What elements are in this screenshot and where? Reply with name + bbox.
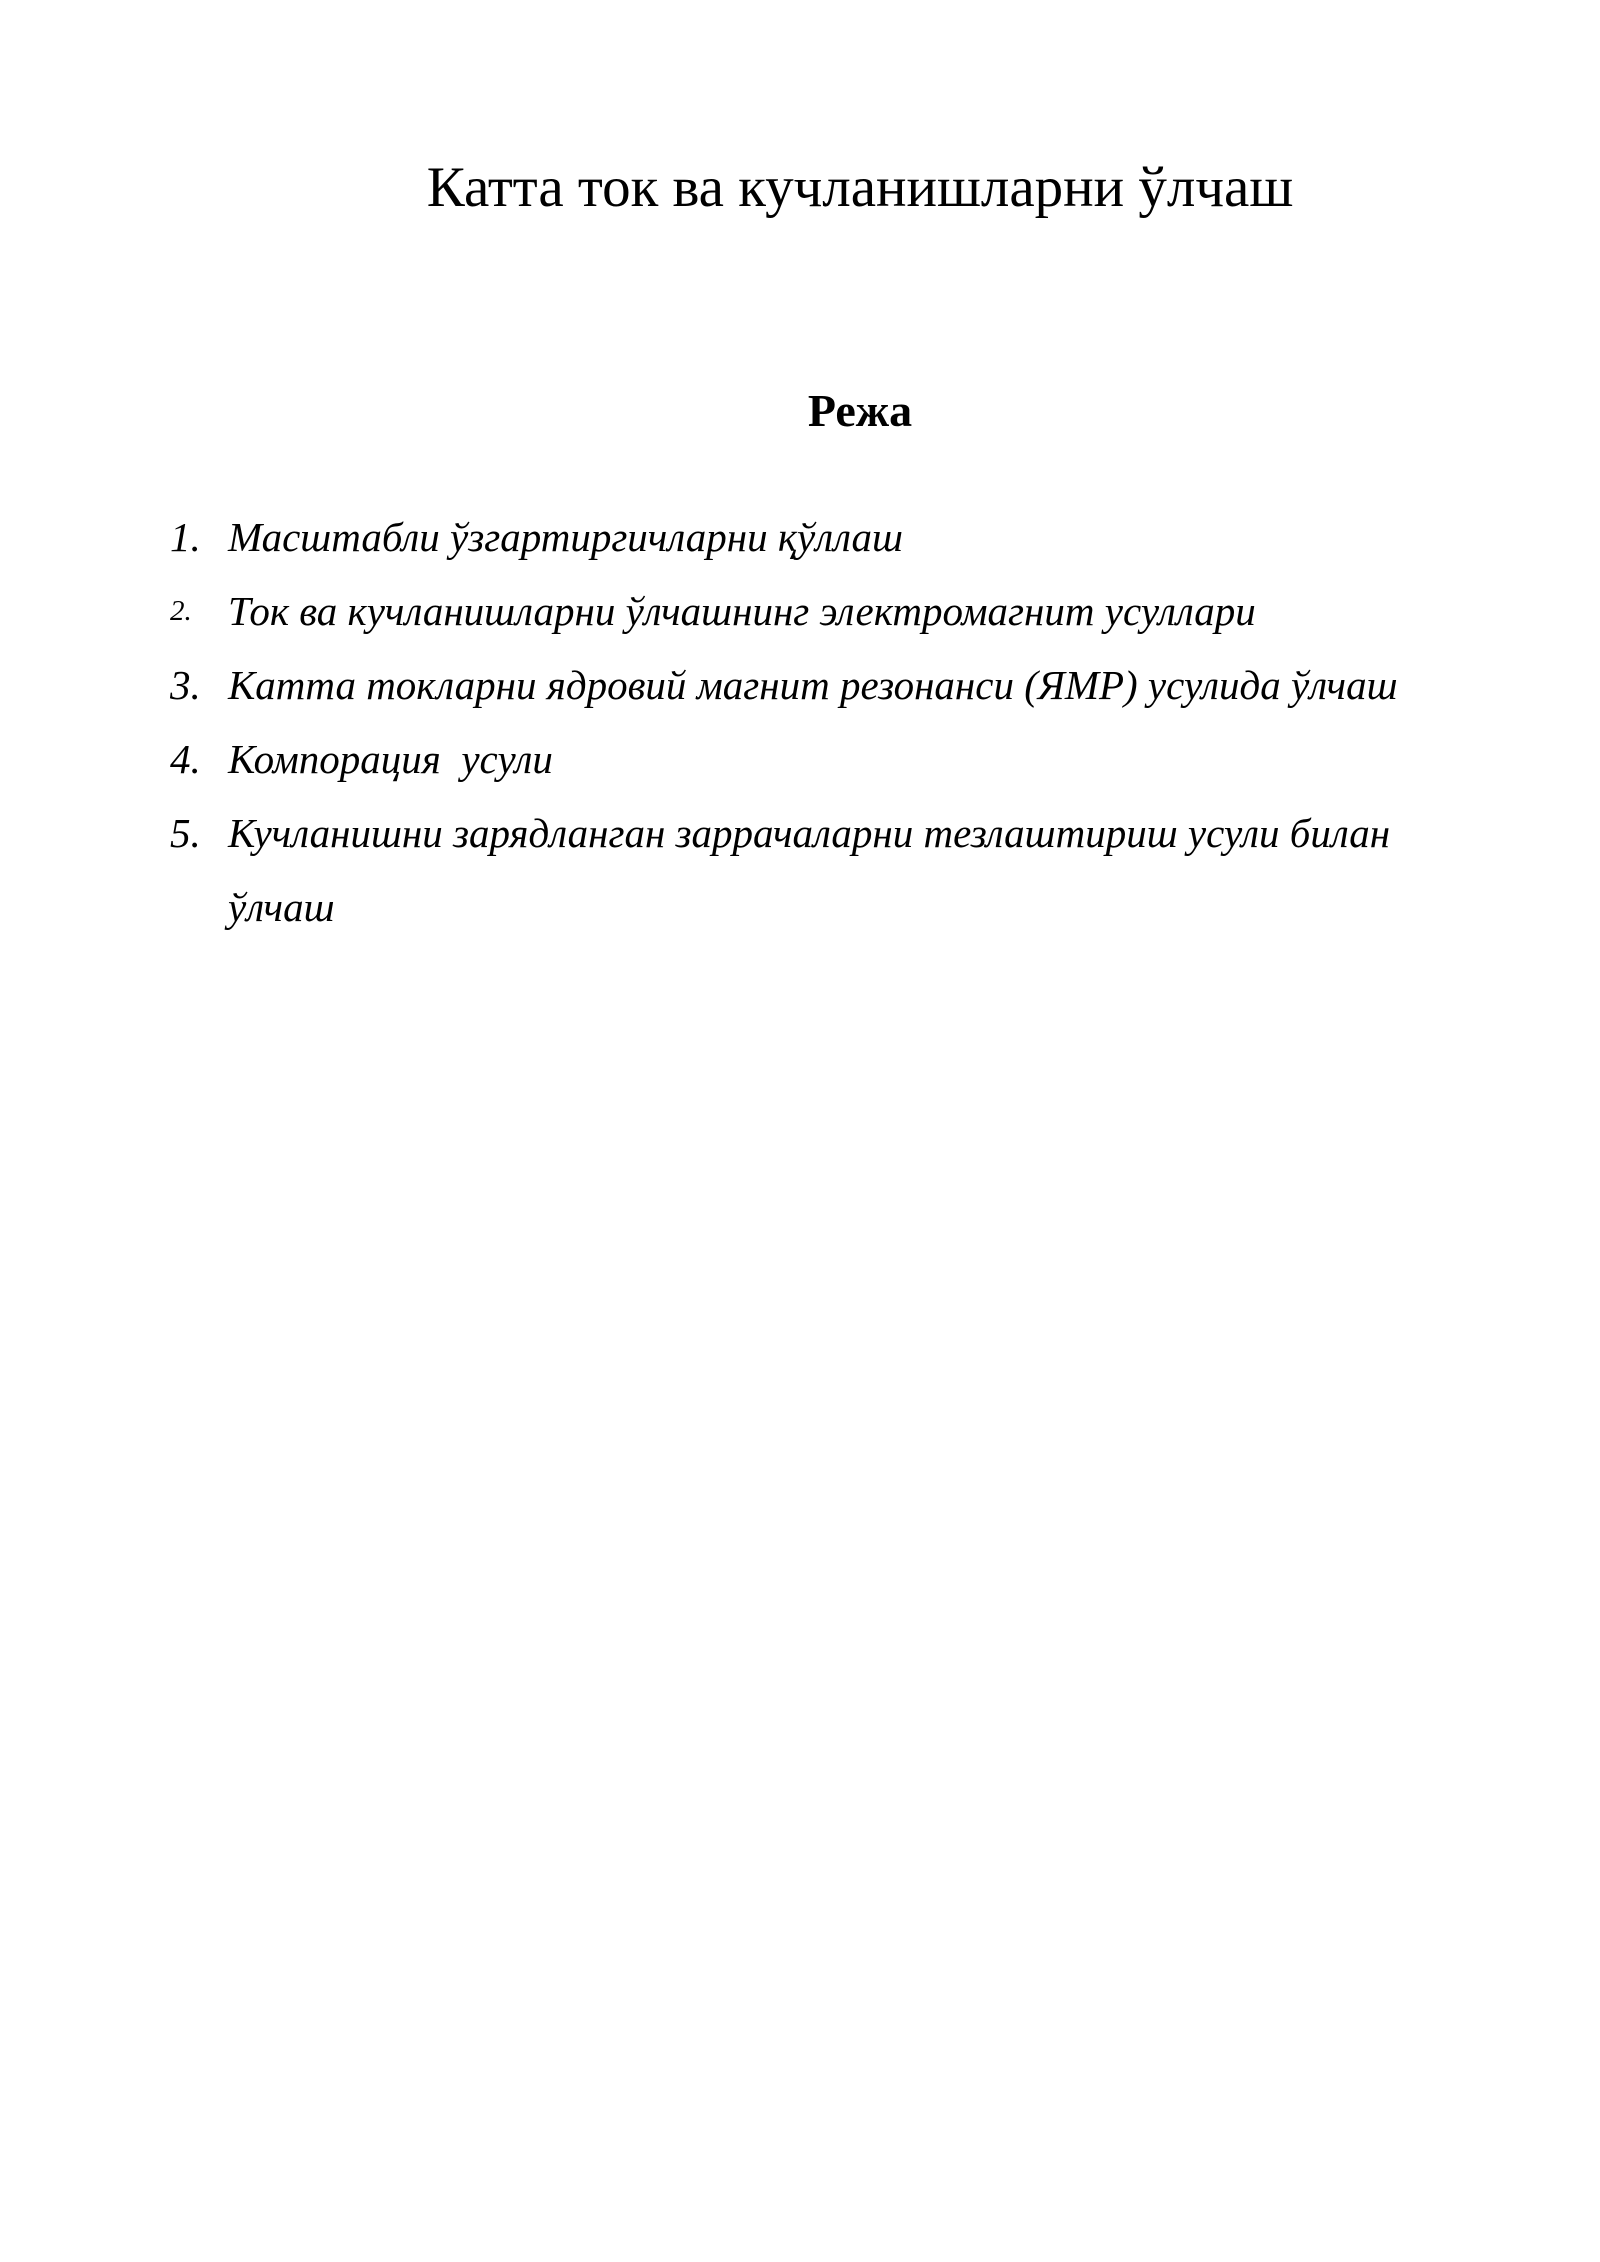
plan-item-number: 3. [170, 662, 201, 708]
plan-item-1 [170, 500, 1490, 574]
plan-item-text: Кучланишни зарядланган заррачаларни тезлаштириш усули билан ўлчаш [228, 810, 1401, 930]
plan-item-text: Ток ва кучланишларни ўлчашнинг электромагнит усуллари [228, 588, 1256, 634]
plan-item-text: Катта токларни ядровий магнит резонанси (ЯМР) усулида ўлчаш [228, 662, 1398, 708]
plan-item-number: 4. [170, 736, 201, 782]
plan-item-number: 2. [170, 595, 192, 627]
plan-item-number: 5. [170, 810, 201, 856]
plan-list [170, 500, 1490, 944]
plan-item-3 [170, 648, 1490, 722]
plan-item-text: Компорация усули [228, 736, 553, 782]
plan-heading: Режа [807, 385, 913, 436]
plan-item-4 [170, 722, 1490, 796]
plan-item-number: 1. [170, 514, 201, 560]
plan-item-5 [170, 796, 1490, 944]
plan-item-2 [170, 574, 1490, 648]
document-title: Катта ток ва кучланишларни ўлчаш [426, 156, 1294, 219]
plan-item-text: Масштабли ўзгартиргичларни қўллаш [228, 514, 903, 560]
